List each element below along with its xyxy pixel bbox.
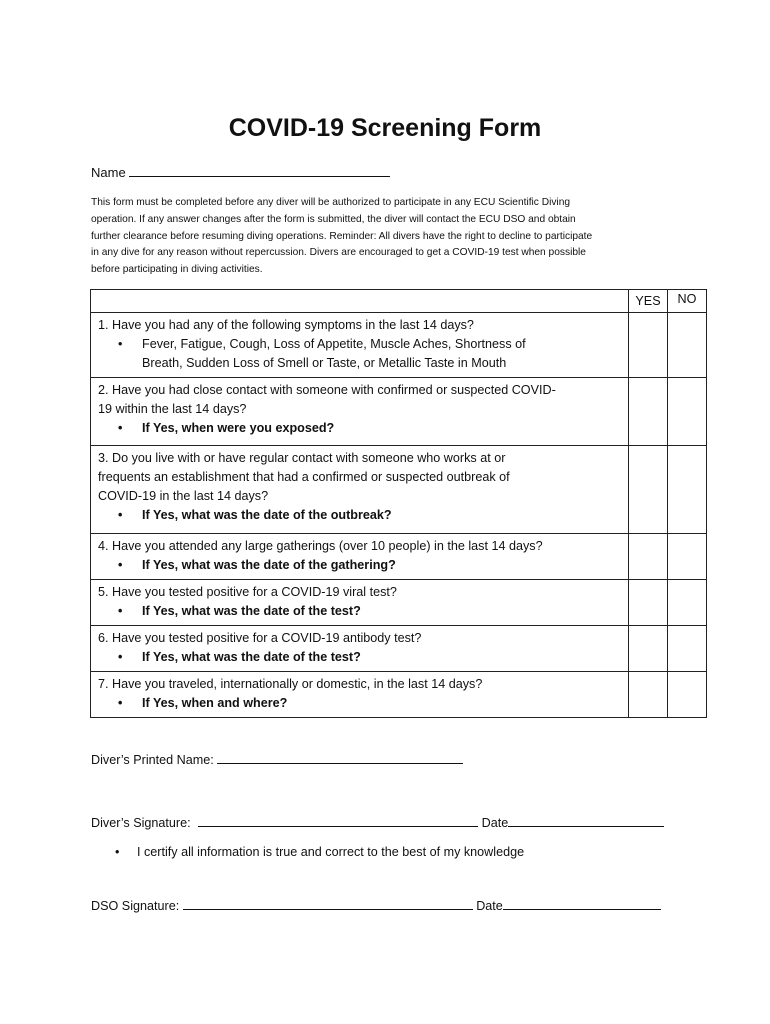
question-line: frequents an establishment that had a confirmed or suspected outbreak of xyxy=(98,470,510,484)
question-line: 5. Have you tested positive for a COVID-19 viral test? xyxy=(98,585,397,599)
dso-signature-label: DSO Signature: xyxy=(91,899,180,913)
diver-signature-row xyxy=(91,814,664,830)
bullet-icon: • xyxy=(115,845,120,859)
bullet-item xyxy=(142,335,621,373)
diver-signature-field[interactable] xyxy=(198,814,478,827)
table-row xyxy=(91,580,707,626)
intro-line: operation. If any answer changes after the form is submitted, the diver will contact the ECU DSO and obtain xyxy=(91,213,576,225)
no-checkbox-1[interactable] xyxy=(668,313,707,378)
bullet-item: • If Yes, what was the date of the outbreak? xyxy=(142,506,621,525)
bullet-item: • If Yes, what was the date of the gathering? xyxy=(142,556,621,575)
dso-signature-row xyxy=(91,897,661,913)
dso-date-field[interactable] xyxy=(503,897,661,910)
table-row xyxy=(91,534,707,580)
bullet-item: • If Yes, when and where? xyxy=(142,694,621,713)
question-3 xyxy=(91,446,629,534)
yes-checkbox-4[interactable] xyxy=(629,534,668,580)
yes-header: YES xyxy=(629,290,668,313)
dso-signature-field[interactable] xyxy=(183,897,473,910)
table-row xyxy=(91,626,707,672)
question-bullets xyxy=(98,506,621,525)
table-row xyxy=(91,313,707,378)
question-line: 1. Have you had any of the following symptoms in the last 14 days? xyxy=(98,318,474,332)
no-checkbox-6[interactable] xyxy=(668,626,707,672)
diver-date-label: Date xyxy=(481,816,509,830)
bullet-line: • Fever, Fatigue, Cough, Loss of Appetite, Muscle Aches, Shortness of xyxy=(142,337,526,351)
bullet-item: • If Yes, what was the date of the test? xyxy=(142,602,621,621)
question-2 xyxy=(91,378,629,446)
no-checkbox-5[interactable] xyxy=(668,580,707,626)
bullet-line: Breath, Sudden Loss of Smell or Taste, or Metallic Taste in Mouth xyxy=(142,356,507,370)
question-line: 2. Have you had close contact with someone with confirmed or suspected COVID- xyxy=(98,383,556,397)
question-bullets xyxy=(98,335,621,373)
question-bullets xyxy=(98,602,621,621)
question-7 xyxy=(91,672,629,718)
name-label: Name xyxy=(91,165,126,180)
table-row xyxy=(91,378,707,446)
bullet-item: • If Yes, what was the date of the test? xyxy=(142,648,621,667)
yes-checkbox-1[interactable] xyxy=(629,313,668,378)
question-bullets xyxy=(98,556,621,575)
question-6 xyxy=(91,626,629,672)
question-line: 3. Do you live with or have regular contact with someone who works at or xyxy=(98,451,506,465)
intro-line: before participating in diving activities. xyxy=(91,264,263,276)
header-blank xyxy=(91,290,629,313)
certify-text: I certify all information is true and correct to the best of my knowledge xyxy=(137,845,525,859)
no-checkbox-2[interactable] xyxy=(668,378,707,446)
question-line: 6. Have you tested positive for a COVID-19 antibody test? xyxy=(98,631,422,645)
no-checkbox-7[interactable] xyxy=(668,672,707,718)
question-5 xyxy=(91,580,629,626)
question-1 xyxy=(91,313,629,378)
intro-line: This form must be completed before any diver will be authorized to participate in any ECU Scientific Diving xyxy=(91,197,571,208)
intro-line: in any dive for any reason without repercussion. Divers are encouraged to get a COVID-19 test when possible xyxy=(91,247,586,259)
diver-signature-label: Diver’s Signature: xyxy=(91,816,191,830)
yes-checkbox-5[interactable] xyxy=(629,580,668,626)
question-line: COVID-19 in the last 14 days? xyxy=(98,489,269,503)
printed-name-label: Diver’s Printed Name: xyxy=(91,753,214,767)
bullet-item: • If Yes, when were you exposed? xyxy=(142,419,621,438)
question-line: 7. Have you traveled, internationally or domestic, in the last 14 days? xyxy=(98,677,483,691)
printed-name-row xyxy=(91,751,463,767)
yes-checkbox-7[interactable] xyxy=(629,672,668,718)
table-row xyxy=(91,446,707,534)
question-line: 4. Have you attended any large gatherings (over 10 people) in the last 14 days? xyxy=(98,539,543,553)
no-checkbox-4[interactable] xyxy=(668,534,707,580)
question-bullets xyxy=(98,648,621,667)
table-row xyxy=(91,672,707,718)
screening-table xyxy=(90,289,707,718)
question-line: 19 within the last 14 days? xyxy=(98,402,247,416)
intro-line: further clearance before resuming diving operations. Reminder: All divers have the right to decline to participate xyxy=(91,230,593,242)
question-4 xyxy=(91,534,629,580)
yes-checkbox-2[interactable] xyxy=(629,378,668,446)
page-title: COVID-19 Screening Form xyxy=(228,114,542,142)
no-header: NO xyxy=(668,290,707,313)
printed-name-field[interactable] xyxy=(217,751,463,764)
table-header-row xyxy=(91,290,707,313)
question-bullets xyxy=(98,419,621,438)
yes-checkbox-3[interactable] xyxy=(629,446,668,534)
yes-checkbox-6[interactable] xyxy=(629,626,668,672)
question-bullets xyxy=(98,694,621,713)
dso-date-label: Date xyxy=(476,899,503,913)
diver-date-field[interactable] xyxy=(508,814,664,827)
intro-text xyxy=(91,195,681,279)
name-row xyxy=(91,164,390,180)
name-field[interactable] xyxy=(129,164,390,177)
no-checkbox-3[interactable] xyxy=(668,446,707,534)
